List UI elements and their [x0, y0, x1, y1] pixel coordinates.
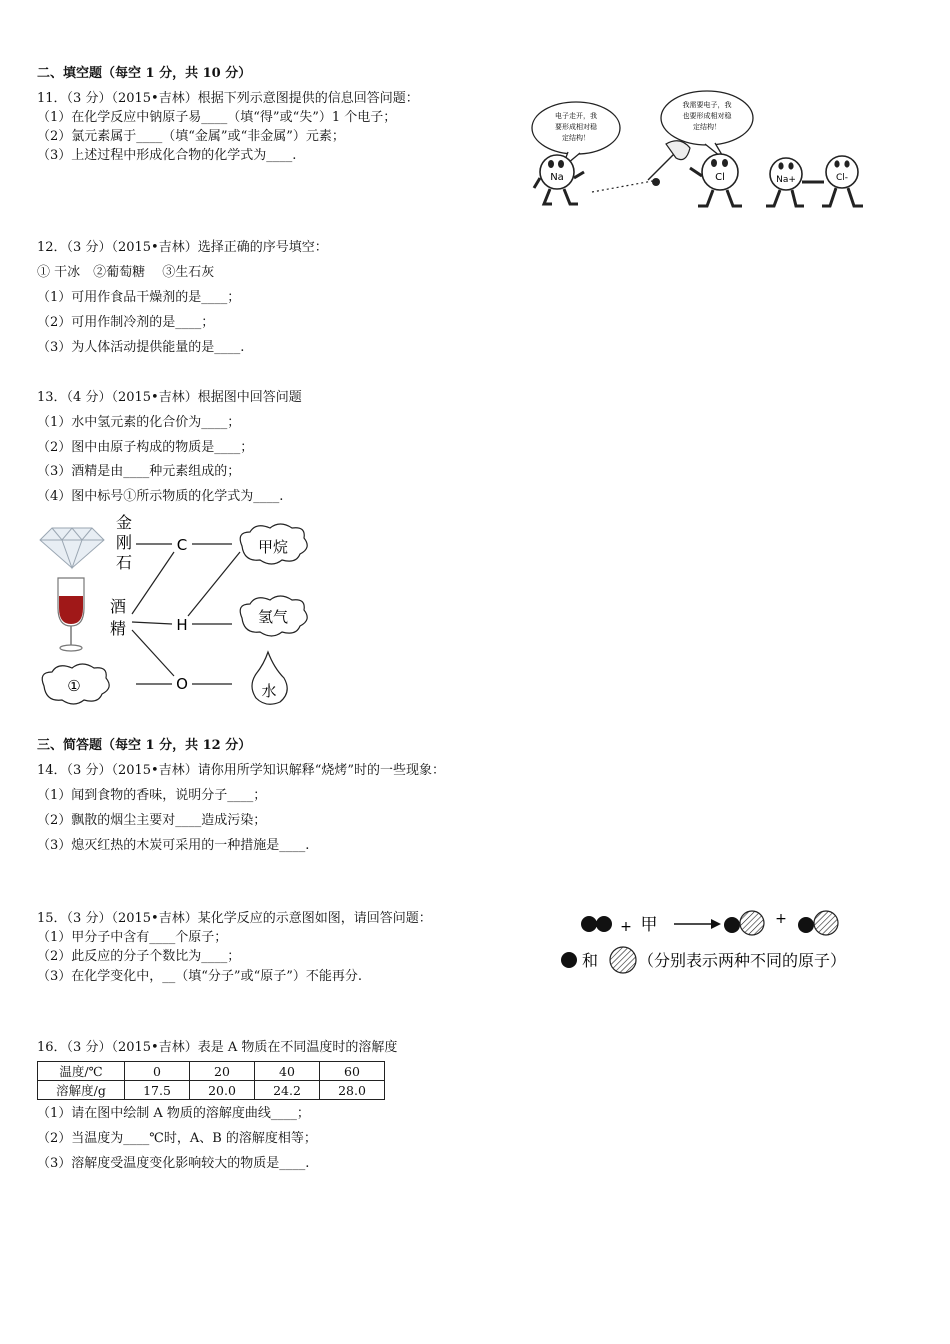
q15-stem: 15．（3 分）（2015•吉林）某化学反应的示意图如图，请回答问题：	[37, 911, 432, 926]
q14-item-2: （2）飘散的烟尘主要对____造成污染；	[37, 813, 267, 828]
table-cell: 40	[255, 1062, 320, 1081]
q11-item-2: （2）氯元素属于____（填“金属”或“非金属”）元素；	[37, 129, 345, 144]
table-header-temperature: 温度/℃	[38, 1062, 125, 1081]
q13-stem: 13．（4 分）（2015•吉林）根据图中回答问题	[37, 390, 302, 405]
hatched-atom	[740, 911, 764, 935]
diamond-label-3: 石	[116, 553, 133, 572]
q13-item-3: （3）酒精是由____种元素组成的；	[37, 464, 241, 479]
table-cell: 20.0	[190, 1081, 255, 1100]
cl-atom-character	[690, 154, 742, 206]
q12-stem: 12．（3 分）（2015•吉林）选择正确的序号填空：	[37, 240, 328, 255]
cl-ion-character	[822, 156, 863, 206]
q11-stem: 11．（3 分）（2015•吉林）根据下列示意图提供的信息回答问题：	[37, 91, 419, 106]
na-atom-character	[534, 155, 584, 204]
q13-item-4: （4）图中标号①所示物质的化学式为____.	[37, 489, 284, 504]
element-h: H	[176, 616, 188, 634]
q14-stem: 14．（3 分）（2015•吉林）请你用所学知识解释“烧烤”时的一些现象：	[37, 763, 445, 778]
svg-text:Na: Na	[550, 172, 564, 183]
diamond-label-2: 刚	[116, 533, 133, 552]
q11-item-3: （3）上述过程中形成化合物的化学式为____.	[37, 148, 297, 163]
na-ion-character	[766, 158, 804, 206]
q16-stem: 16．（3 分）（2015•吉林）表是 A 物质在不同温度时的溶解度	[37, 1040, 398, 1055]
element-c: C	[176, 536, 188, 554]
unknown-substance-label: ①	[67, 677, 81, 695]
table-row	[38, 1062, 385, 1081]
water-label: 水	[261, 682, 277, 700]
hydrogen-label: 氢气	[257, 608, 289, 626]
legend-hatched-atom	[610, 947, 636, 973]
q12-item-2: （2）可用作制冷剂的是____；	[37, 315, 215, 330]
q12-item-3: （3）为人体活动提供能量的是____.	[37, 340, 245, 355]
diamond-icon	[40, 528, 104, 568]
black-atom	[596, 916, 612, 932]
svg-text:Cl: Cl	[715, 172, 725, 183]
table-cell: 28.0	[320, 1081, 385, 1100]
na-bubble-line-1: 电子走开，我	[555, 112, 597, 120]
na-bubble-line-2: 要形成相对稳	[555, 123, 597, 131]
q12-item-1: （1）可用作食品干燥剂的是____；	[37, 290, 241, 305]
q16-item-2: （2）当温度为____℃时，A、B 的溶解度相等；	[37, 1131, 317, 1146]
q13-figure	[36, 510, 326, 710]
table-header-solubility: 溶解度/g	[38, 1081, 125, 1100]
q15-item-1: （1）甲分子中含有____个原子；	[37, 930, 228, 945]
element-o: O	[176, 675, 188, 693]
table-row	[38, 1081, 385, 1100]
cl-bubble-line-2: 也要形成相对稳	[682, 112, 732, 120]
q15-item-2: （2）此反应的分子个数比为____；	[37, 949, 241, 964]
table-cell: 24.2	[255, 1081, 320, 1100]
table-cell: 0	[125, 1062, 190, 1081]
table-cell: 20	[190, 1062, 255, 1081]
table-cell: 60	[320, 1062, 385, 1081]
legend-black-atom	[561, 952, 577, 968]
black-atom	[581, 916, 597, 932]
q15-reaction-figure	[556, 906, 876, 976]
q12-options: ① 干冰 ②葡萄糖 ③生石灰	[37, 265, 215, 280]
wine-glass-icon	[58, 578, 84, 651]
jia-label: 甲	[640, 915, 658, 935]
table-cell: 17.5	[125, 1081, 190, 1100]
solubility-table	[37, 1061, 385, 1100]
q11-figure	[530, 88, 875, 223]
plus-sign-2: +	[775, 911, 787, 927]
q16-item-1: （1）请在图中绘制 A 物质的溶解度曲线____；	[37, 1106, 310, 1121]
q16-item-3: （3）溶解度受温度变化影响较大的物质是____.	[37, 1156, 310, 1171]
q11-item-1: （1）在化学反应中钠原子易____（填“得”或“失”）1 个电子；	[37, 110, 397, 125]
q13-item-2: （2）图中由原子构成的物质是____；	[37, 440, 254, 455]
svg-text:Na+: Na+	[776, 175, 796, 185]
q14-item-1: （1）闻到食物的香味，说明分子____；	[37, 788, 267, 803]
section-2-title: 二、填空题（每空 1 分，共 10 分）	[37, 66, 252, 81]
na-bubble-line-3: 定结构！	[562, 134, 590, 142]
alcohol-label-1: 酒	[110, 597, 127, 616]
q13-item-1: （1）水中氢元素的化合价为____；	[37, 415, 241, 430]
legend-text: （分别表示两种不同的原子）	[638, 951, 847, 970]
q15-item-3: （3）在化学变化中，__（填“分子”或“原子”）不能再分.	[37, 969, 362, 984]
q14-item-3: （3）熄灭红热的木炭可采用的一种措施是____.	[37, 838, 310, 853]
diamond-label-1: 金	[116, 513, 133, 532]
cl-bubble-line-3: 定结构！	[693, 123, 721, 131]
legend-he: 和	[581, 951, 599, 970]
section-3-title: 三、简答题（每空 1 分，共 12 分）	[37, 738, 252, 753]
methane-label: 甲烷	[257, 538, 289, 556]
svg-text:Cl-: Cl-	[835, 173, 849, 183]
cl-bubble-line-1: 我需要电子，我	[682, 101, 732, 109]
alcohol-label-2: 精	[110, 619, 127, 638]
plus-sign-1: +	[620, 919, 632, 935]
